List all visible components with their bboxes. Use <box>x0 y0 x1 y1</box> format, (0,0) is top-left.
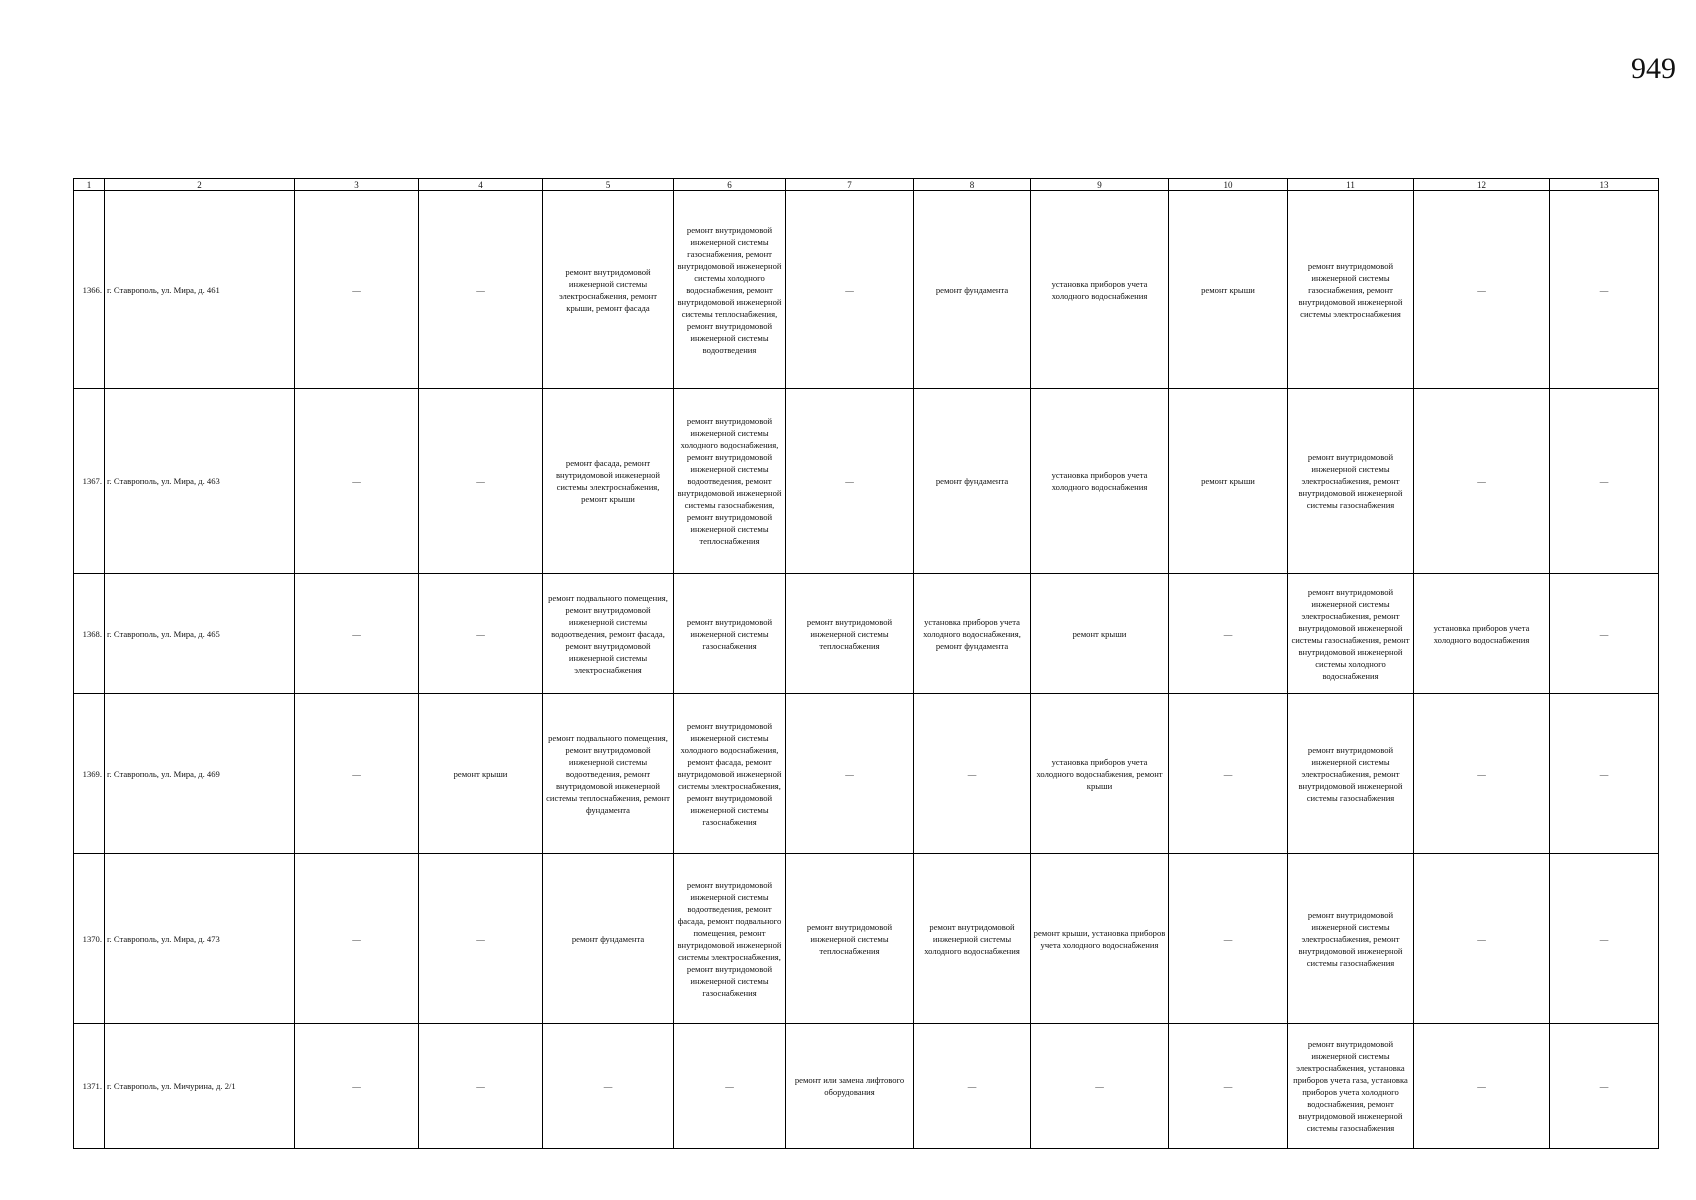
work-cell: ремонт крыши <box>1031 574 1169 694</box>
row-number-cell: 1366. <box>74 191 105 389</box>
column-header: 11 <box>1288 179 1414 191</box>
work-cell: ремонт крыши <box>419 694 543 854</box>
column-header: 10 <box>1169 179 1288 191</box>
work-cell: ремонт внутридомовой инженерной системы электроснабжения, ремонт внутридомовой инженерной системы газоснабжения, ремонт внутридомовой инженерной системы холодного водоснабжения <box>1288 574 1414 694</box>
address-cell: г. Ставрополь, ул. Мичурина, д. 2/1 <box>105 1024 295 1149</box>
column-header: 3 <box>295 179 419 191</box>
work-cell: — <box>1169 574 1288 694</box>
row-number-cell: 1368. <box>74 574 105 694</box>
work-cell: ремонт внутридомовой инженерной системы электроснабжения, ремонт крыши, ремонт фасада <box>543 191 674 389</box>
work-cell: — <box>1414 854 1550 1024</box>
work-cell: — <box>295 389 419 574</box>
address-cell: г. Ставрополь, ул. Мира, д. 469 <box>105 694 295 854</box>
work-cell: ремонт подвального помещения, ремонт внутридомовой инженерной системы водоотведения, ремонт внутридомовой инженерной системы теплоснабжения, ремонт фундамента <box>543 694 674 854</box>
work-cell: — <box>295 191 419 389</box>
work-cell: — <box>419 854 543 1024</box>
work-cell: — <box>1550 574 1659 694</box>
column-header: 6 <box>674 179 786 191</box>
column-number-row <box>74 179 1659 191</box>
work-cell: ремонт внутридомовой инженерной системы теплоснабжения <box>786 574 914 694</box>
row-number-cell: 1367. <box>74 389 105 574</box>
work-cell: — <box>419 1024 543 1149</box>
work-cell: установка приборов учета холодного водоснабжения, ремонт крыши <box>1031 694 1169 854</box>
work-cell: — <box>1550 694 1659 854</box>
work-cell: — <box>1550 854 1659 1024</box>
work-cell: ремонт внутридомовой инженерной системы электроснабжения, ремонт внутридомовой инженерной системы газоснабжения <box>1288 854 1414 1024</box>
work-cell: — <box>914 1024 1031 1149</box>
table-row <box>74 854 1659 1024</box>
work-cell: установка приборов учета холодного водоснабжения <box>1031 389 1169 574</box>
work-cell: ремонт внутридомовой инженерной системы газоснабжения, ремонт внутридомовой инженерной системы холодного водоснабжения, ремонт внутридомовой инженерной системы теплоснабжения, ремонт внутридомовой инженерной системы водоотведения <box>674 191 786 389</box>
work-cell: — <box>419 389 543 574</box>
work-cell: ремонт внутридомовой инженерной системы холодного водоснабжения <box>914 854 1031 1024</box>
work-cell: — <box>295 1024 419 1149</box>
work-cell: — <box>295 574 419 694</box>
work-cell: — <box>1169 1024 1288 1149</box>
work-cell: ремонт внутридомовой инженерной системы водоотведения, ремонт фасада, ремонт подвального помещения, ремонт внутридомовой инженерной системы электроснабжения, ремонт внутридомовой инженерной системы газоснабжения <box>674 854 786 1024</box>
column-header: 13 <box>1550 179 1659 191</box>
table-row <box>74 694 1659 854</box>
work-cell: — <box>1550 389 1659 574</box>
work-cell: — <box>1414 694 1550 854</box>
table-row <box>74 1024 1659 1149</box>
work-cell: ремонт крыши, установка приборов учета холодного водоснабжения <box>1031 854 1169 1024</box>
work-cell: — <box>786 694 914 854</box>
repair-schedule-table <box>73 178 1659 1149</box>
column-header: 8 <box>914 179 1031 191</box>
work-cell: ремонт фасада, ремонт внутридомовой инженерной системы электроснабжения, ремонт крыши <box>543 389 674 574</box>
work-cell: — <box>1414 1024 1550 1149</box>
address-cell: г. Ставрополь, ул. Мира, д. 473 <box>105 854 295 1024</box>
work-cell: — <box>786 191 914 389</box>
work-cell: — <box>543 1024 674 1149</box>
work-cell: — <box>914 694 1031 854</box>
work-cell: ремонт внутридомовой инженерной системы электроснабжения, ремонт внутридомовой инженерной системы газоснабжения <box>1288 694 1414 854</box>
work-cell: — <box>786 389 914 574</box>
table-row <box>74 191 1659 389</box>
work-cell: ремонт внутридомовой инженерной системы холодного водоснабжения, ремонт фасада, ремонт внутридомовой инженерной системы электроснабжения, ремонт внутридомовой инженерной системы газоснабжения <box>674 694 786 854</box>
work-cell: — <box>419 574 543 694</box>
work-cell: ремонт внутридомовой инженерной системы электроснабжения, установка приборов учета газа, установка приборов учета холодного водоснабжения, ремонт внутридомовой инженерной системы газоснабжения <box>1288 1024 1414 1149</box>
row-number-cell: 1369. <box>74 694 105 854</box>
work-cell: — <box>1169 694 1288 854</box>
row-number-cell: 1370. <box>74 854 105 1024</box>
work-cell: установка приборов учета холодного водоснабжения <box>1414 574 1550 694</box>
page-number: 949 <box>1631 52 1676 85</box>
work-cell: — <box>295 854 419 1024</box>
column-header: 2 <box>105 179 295 191</box>
work-cell: ремонт внутридомовой инженерной системы теплоснабжения <box>786 854 914 1024</box>
table-row <box>74 574 1659 694</box>
work-cell: установка приборов учета холодного водоснабжения, ремонт фундамента <box>914 574 1031 694</box>
column-header: 12 <box>1414 179 1550 191</box>
work-cell: ремонт подвального помещения, ремонт внутридомовой инженерной системы водоотведения, ремонт фасада, ремонт внутридомовой инженерной системы электроснабжения <box>543 574 674 694</box>
work-cell: ремонт фундамента <box>914 191 1031 389</box>
work-cell: ремонт фундамента <box>914 389 1031 574</box>
address-cell: г. Ставрополь, ул. Мира, д. 463 <box>105 389 295 574</box>
column-header: 7 <box>786 179 914 191</box>
column-header: 9 <box>1031 179 1169 191</box>
work-cell: ремонт внутридомовой инженерной системы газоснабжения <box>674 574 786 694</box>
work-cell: — <box>1550 1024 1659 1149</box>
address-cell: г. Ставрополь, ул. Мира, д. 461 <box>105 191 295 389</box>
work-cell: ремонт крыши <box>1169 389 1288 574</box>
row-number-cell: 1371. <box>74 1024 105 1149</box>
column-header: 1 <box>74 179 105 191</box>
work-cell: — <box>419 191 543 389</box>
work-cell: ремонт внутридомовой инженерной системы электроснабжения, ремонт внутридомовой инженерной системы газоснабжения <box>1288 389 1414 574</box>
address-cell: г. Ставрополь, ул. Мира, д. 465 <box>105 574 295 694</box>
work-cell: — <box>1550 191 1659 389</box>
work-cell: — <box>1414 191 1550 389</box>
work-cell: ремонт крыши <box>1169 191 1288 389</box>
work-cell: — <box>1169 854 1288 1024</box>
work-cell: — <box>295 694 419 854</box>
work-cell: ремонт внутридомовой инженерной системы холодного водоснабжения, ремонт внутридомовой инженерной системы водоотведения, ремонт внутридомовой инженерной системы газоснабжения, ремонт внутридомовой инженерной системы теплоснабжения <box>674 389 786 574</box>
work-cell: — <box>1031 1024 1169 1149</box>
work-cell: — <box>674 1024 786 1149</box>
work-cell: ремонт внутридомовой инженерной системы газоснабжения, ремонт внутридомовой инженерной системы электроснабжения <box>1288 191 1414 389</box>
work-cell: — <box>1414 389 1550 574</box>
column-header: 5 <box>543 179 674 191</box>
work-cell: установка приборов учета холодного водоснабжения <box>1031 191 1169 389</box>
work-cell: ремонт фундамента <box>543 854 674 1024</box>
column-header: 4 <box>419 179 543 191</box>
table-row <box>74 389 1659 574</box>
work-cell: ремонт или замена лифтового оборудования <box>786 1024 914 1149</box>
